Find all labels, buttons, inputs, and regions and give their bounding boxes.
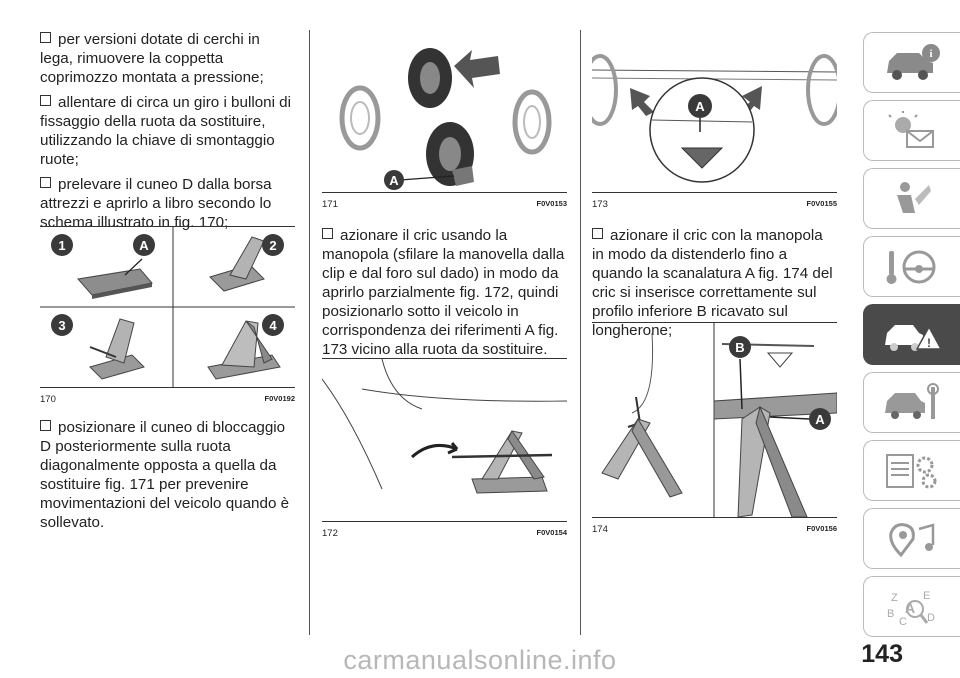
maintenance-icon bbox=[881, 383, 943, 423]
figure-code: F0V0156 bbox=[806, 524, 837, 533]
jack-points-illustration bbox=[592, 30, 837, 192]
tab-warning-lights[interactable] bbox=[863, 100, 960, 161]
svg-text:D: D bbox=[927, 611, 935, 624]
paragraph: allentare di circa un giro i bulloni di fissaggio della ruota da sostituire, utilizzando la chiave di smontaggio ruote; bbox=[40, 94, 292, 168]
tab-maintenance[interactable] bbox=[863, 372, 960, 433]
tab-safety[interactable] bbox=[863, 168, 960, 229]
column-1 bbox=[40, 30, 295, 238]
figure-172 bbox=[322, 358, 567, 539]
multimedia-icon bbox=[881, 519, 943, 559]
svg-text:i: i bbox=[929, 47, 933, 60]
emergency-icon bbox=[881, 315, 943, 355]
figure-code: F0V0192 bbox=[264, 394, 295, 403]
figure-number: 170 bbox=[40, 394, 56, 405]
figure-174 bbox=[592, 322, 837, 535]
svg-text:B: B bbox=[735, 340, 745, 355]
svg-text:4: 4 bbox=[269, 318, 277, 333]
svg-text:A: A bbox=[905, 599, 916, 616]
column-divider bbox=[309, 30, 310, 635]
checkbox-bullet-icon bbox=[40, 177, 51, 188]
svg-text:A: A bbox=[389, 173, 399, 188]
svg-text:A: A bbox=[815, 412, 825, 427]
paragraph: posizionare il cuneo di bloccaggio D posteriormente sulla ruota diagonalmente opposta a quella da sostituire fig. 171 per prevenire movimentazioni del veicolo quando è sollevato. bbox=[40, 419, 290, 531]
column-divider bbox=[580, 30, 581, 635]
tab-starting-driving[interactable] bbox=[863, 236, 960, 297]
wedge-position-illustration bbox=[322, 30, 567, 192]
paragraph: per versioni dotate di cerchi in lega, rimuovere la coppetta coprimozzo montata a pressione; bbox=[40, 31, 264, 86]
jack-opening-illustration bbox=[322, 359, 567, 521]
svg-text:C: C bbox=[899, 615, 907, 627]
svg-text:2: 2 bbox=[269, 238, 277, 253]
watermark: carmanualsonline.info bbox=[343, 645, 617, 675]
chapter-tabs bbox=[853, 32, 960, 644]
figure-number: 172 bbox=[322, 528, 338, 539]
figure-173 bbox=[592, 30, 837, 210]
svg-text:E: E bbox=[923, 589, 931, 602]
checkbox-bullet-icon bbox=[40, 420, 51, 431]
tab-specifications[interactable] bbox=[863, 440, 960, 501]
checkbox-bullet-icon bbox=[592, 228, 603, 239]
svg-text:Z: Z bbox=[891, 591, 898, 604]
column-1-bottom bbox=[40, 418, 295, 538]
figure-number: 174 bbox=[592, 524, 608, 535]
specs-gear-icon bbox=[881, 451, 943, 491]
warning-light-icon bbox=[881, 111, 943, 151]
wedge-steps-illustration bbox=[40, 227, 295, 387]
tab-emergency[interactable] bbox=[863, 304, 960, 365]
svg-text:3: 3 bbox=[58, 318, 66, 333]
checkbox-bullet-icon bbox=[40, 32, 51, 43]
index-icon bbox=[881, 587, 943, 627]
paragraph: azionare il cric usando la manopola (sfilare la manovella dalla clip e dal foro sul dado) in modo da aprirlo parzialmente fig. 172, quindi posizionarlo sotto il veicolo in corrispondenza dei riferimenti A fig. 173 vicino alla ruota da sostituire. bbox=[322, 227, 565, 358]
seat-airbag-icon bbox=[881, 179, 943, 219]
figure-code: F0V0153 bbox=[536, 199, 567, 208]
svg-text:B: B bbox=[887, 607, 895, 620]
svg-text:!: ! bbox=[927, 335, 931, 350]
checkbox-bullet-icon bbox=[322, 228, 333, 239]
steering-key-icon bbox=[881, 247, 943, 287]
tab-car-info[interactable] bbox=[863, 32, 960, 93]
tab-multimedia[interactable] bbox=[863, 508, 960, 569]
figure-170 bbox=[40, 226, 295, 405]
paragraph: prelevare il cuneo D dalla borsa attrezzi e aprirlo a libro secondo lo schema illustrato in fig. 170; bbox=[40, 176, 272, 231]
svg-text:A: A bbox=[695, 99, 705, 114]
figure-171 bbox=[322, 30, 567, 210]
figure-code: F0V0154 bbox=[536, 528, 567, 537]
car-info-icon bbox=[881, 43, 943, 83]
paragraph: azionare il cric con la manopola in modo da distenderlo fino a quando la scanalatura A fig. 174 del cric si inserisce correttamente sul profilo inferiore B ricavato sul longherone; bbox=[592, 227, 833, 339]
checkbox-bullet-icon bbox=[40, 95, 51, 106]
figure-number: 173 bbox=[592, 199, 608, 210]
figure-number: 171 bbox=[322, 199, 338, 210]
svg-text:A: A bbox=[139, 238, 149, 253]
figure-code: F0V0155 bbox=[806, 199, 837, 208]
tab-index[interactable] bbox=[863, 576, 960, 637]
jack-engagement-illustration bbox=[592, 323, 837, 517]
svg-text:1: 1 bbox=[58, 238, 66, 253]
page-number: 143 bbox=[861, 640, 903, 668]
column-2 bbox=[322, 226, 567, 365]
